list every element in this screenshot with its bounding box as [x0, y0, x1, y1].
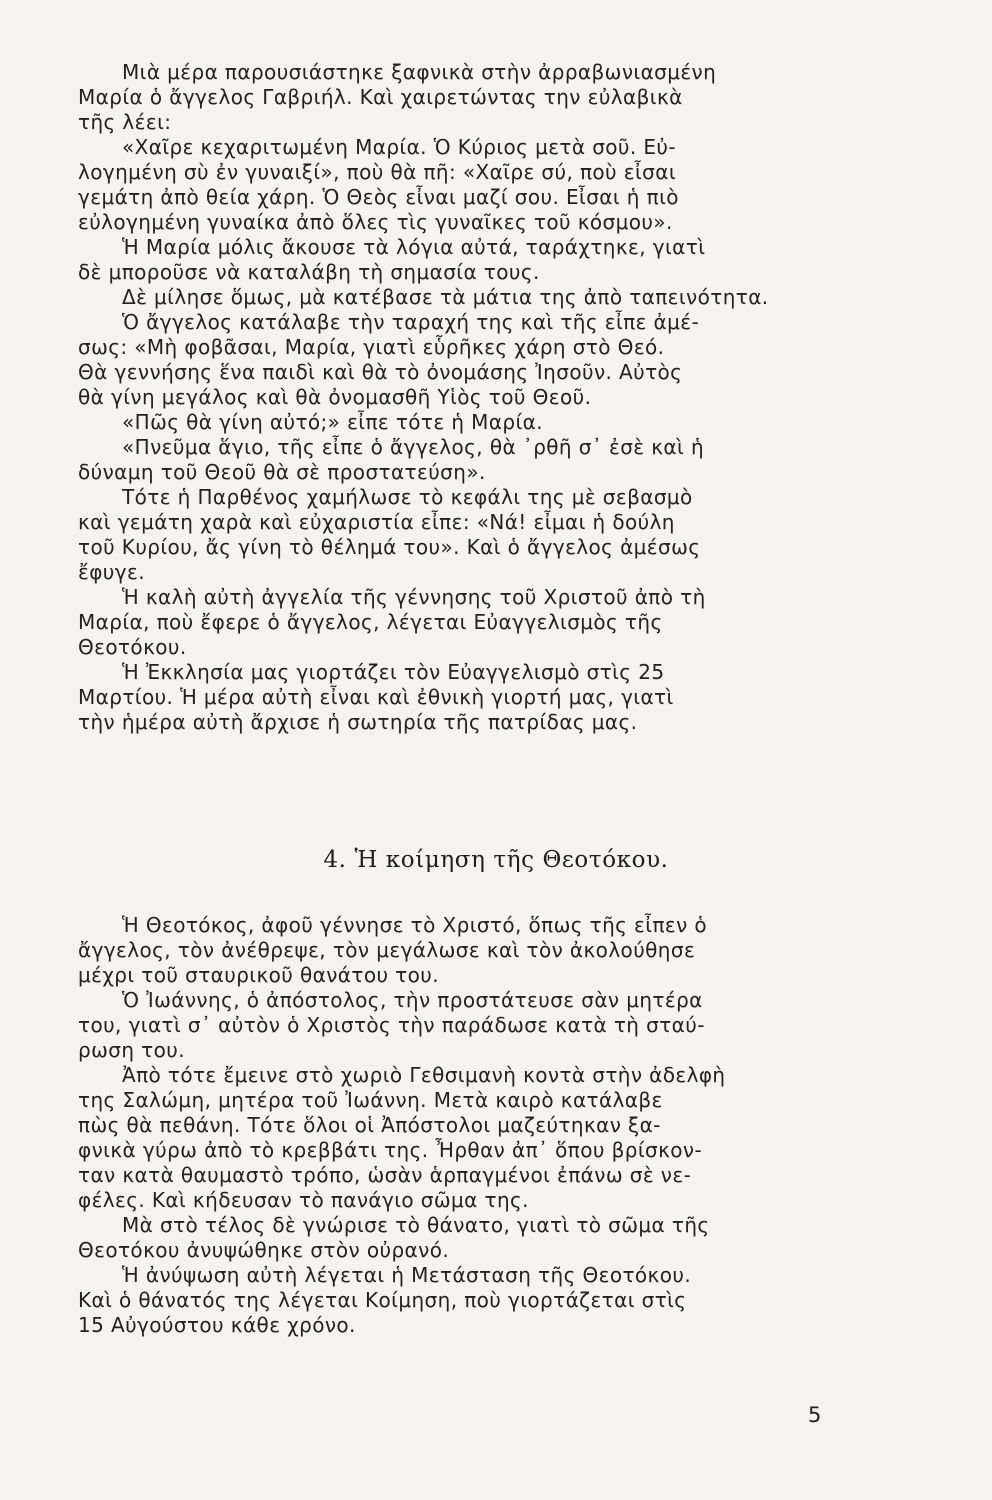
text-line: θὰ γίνη μεγάλος καὶ θὰ ὀνομασθῆ Υἱὸς τοῦ Θεοῦ. — [78, 385, 592, 409]
text-line: «Πῶς θὰ γίνη αὐτό;» εἶπε τότε ἡ Μαρία. — [122, 410, 544, 434]
text-line: φέλες. Καὶ κήδευσαν τὸ πανάγιο σῶμα της. — [78, 1188, 529, 1212]
text-line: ταν κατὰ θαυμαστὸ τρόπο, ὡσὰν ἁρπαγμένοι ἐπάνω σὲ νε- — [78, 1163, 692, 1187]
text-line: τὴν ἡμέρα αὐτὴ ἄρχισε ἡ σωτηρία τῆς πατρίδας μας. — [78, 710, 638, 734]
text-line: τοῦ Κυρίου, ἄς γίνη τὸ θέλημά του». Καὶ ὁ ἄγγελος ἀμέσως — [78, 535, 701, 559]
text-line: πὼς θὰ πεθάνη. Τότε ὅλοι οἱ Ἀπόστολοι μαζεύτηκαν ξα- — [78, 1113, 661, 1137]
text-line: Ὁ ἄγγελος κατάλαβε τὴν ταραχή της καὶ τῆς εἶπε ἀμέ- — [122, 310, 700, 334]
text-line: Ἡ Ἐκκλησία μας γιορτάζει τὸν Εὐαγγελισμὸ στὶς 25 — [122, 660, 665, 684]
text-line: τῆς λέει: — [78, 110, 172, 134]
text-line: μέχρι τοῦ σταυρικοῦ θανάτου του. — [78, 963, 439, 987]
text-line: δὲ μποροῦσε νὰ καταλάβη τὴ σημασία τους. — [78, 260, 540, 284]
text-line: εὐλογημένη γυναίκα ἀπὸ ὅλες τὶς γυναῖκες τοῦ κόσμου». — [78, 210, 673, 234]
text-line: «Πνεῦμα ἅγιο, τῆς εἶπε ὁ ἄγγελος, θὰ ᾽ρθῆ σ᾽ ἐσὲ καὶ ἡ — [122, 435, 705, 459]
text-line: της Σαλώμη, μητέρα τοῦ Ἰωάννη. Μετὰ καιρὸ κατάλαβε — [78, 1088, 663, 1112]
text-line: λογημένη σὺ ἐν γυναιξί», ποὺ θὰ πῆ: «Χαῖρε σύ, ποὺ εἶσαι — [78, 160, 676, 184]
text-line: Θεοτόκου ἀνυψώθηκε στὸν οὐρανό. — [78, 1238, 450, 1262]
section-heading: 4. Ἡ κοίμηση τῆς Θεοτόκου. — [323, 847, 669, 873]
text-line: ἔφυγε. — [78, 560, 145, 584]
text-line: Μαρτίου. Ἡ μέρα αὐτὴ εἶναι καὶ ἐθνικὴ γιορτή μας, γιατὶ — [78, 685, 674, 709]
text-line: Θεοτόκου. — [78, 635, 187, 659]
text-line: Μαρία ὁ ἄγγελος Γαβριήλ. Καὶ χαιρετώντας την εὐλαβικὰ — [78, 85, 683, 109]
text-line: του, γιατὶ σ᾽ αὐτὸν ὁ Χριστὸς τὴν παράδωσε κατὰ τὴ σταύ- — [78, 1013, 705, 1037]
text-line: Θὰ γεννήσης ἕνα παιδὶ καὶ θὰ τὸ ὀνομάσης Ἰησοῦν. Αὐτὸς — [78, 360, 683, 384]
text-line: Ἡ ἀνύψωση αὐτὴ λέγεται ἡ Μετάσταση τῆς Θεοτόκου. — [122, 1263, 692, 1287]
text-line: Ἡ Μαρία μόλις ἄκουσε τὰ λόγια αὐτά, ταράχτηκε, γιατὶ — [122, 235, 706, 259]
section-dormition-text — [78, 913, 830, 1338]
section-annunciation-text — [78, 60, 830, 735]
text-line: Καὶ ὁ θάνατός της λέγεται Κοίμηση, ποὺ γιορτάζεται στὶς — [78, 1288, 687, 1312]
text-line: ἄγγελος, τὸν ἀνέθρεψε, τὸν μεγάλωσε καὶ τὸν ἀκολούθησε — [78, 938, 696, 962]
text-line: Μὰ στὸ τέλος δὲ γνώρισε τὸ θάνατο, γιατὶ τὸ σῶμα τῆς — [122, 1213, 710, 1237]
text-line: φνικὰ γύρω ἀπὸ τὸ κρεββάτι της. Ἦρθαν ἀπ᾽ ὅπου βρίσκον- — [78, 1138, 703, 1162]
text-line: 15 Αὐγούστου κάθε χρόνο. — [78, 1313, 356, 1337]
text-line: Ἡ Θεοτόκος, ἀφοῦ γέννησε τὸ Χριστό, ὅπως τῆς εἶπεν ὁ — [122, 913, 708, 937]
text-line: Μαρία, ποὺ ἔφερε ὁ ἄγγελος, λέγεται Εὐαγγελισμὸς τῆς — [78, 610, 663, 634]
text-line: σως: «Μὴ φοβᾶσαι, Μαρία, γιατὶ εὗρῆκες χάρη στὸ Θεό. — [78, 335, 665, 359]
text-line: «Χαῖρε κεχαριτωμένη Μαρία. Ὁ Κύριος μετὰ σοῦ. Εὐ- — [122, 135, 677, 159]
text-line: Ὁ Ἰωάννης, ὁ ἀπόστολος, τὴν προστάτευσε σὰν μητέρα — [122, 988, 703, 1012]
text-line: ρωση του. — [78, 1038, 185, 1062]
page-number: 5 — [808, 1403, 822, 1427]
text-line: δύναμη τοῦ Θεοῦ θὰ σὲ προστατεύση». — [78, 460, 486, 484]
text-line: Δὲ μίλησε ὅμως, μὰ κατέβασε τὰ μάτια της ἀπὸ ταπεινότητα. — [122, 285, 769, 309]
text-line: καὶ γεμάτη χαρὰ καὶ εὐχαριστία εἶπε: «Νά! εἶμαι ἡ δούλη — [78, 510, 675, 534]
text-line: Ἀπὸ τότε ἔμεινε στὸ χωριὸ Γεθσιμανὴ κοντὰ στὴν ἀδελφὴ — [122, 1063, 726, 1087]
text-line: Τότε ἡ Παρθένος χαμήλωσε τὸ κεφάλι της μὲ σεβασμὸ — [122, 485, 693, 509]
text-line: Μιὰ μέρα παρουσιάστηκε ξαφνικὰ στὴν ἀρραβωνιασμένη — [122, 60, 717, 84]
text-line: Ἡ καλὴ αὐτὴ ἀγγελία τῆς γέννησης τοῦ Χριστοῦ ἀπὸ τὴ — [122, 585, 706, 609]
text-line: γεμάτη ἀπὸ θεία χάρη. Ὁ Θεὸς εἶναι μαζί σου. Εἶσαι ἡ πιὸ — [78, 185, 679, 209]
